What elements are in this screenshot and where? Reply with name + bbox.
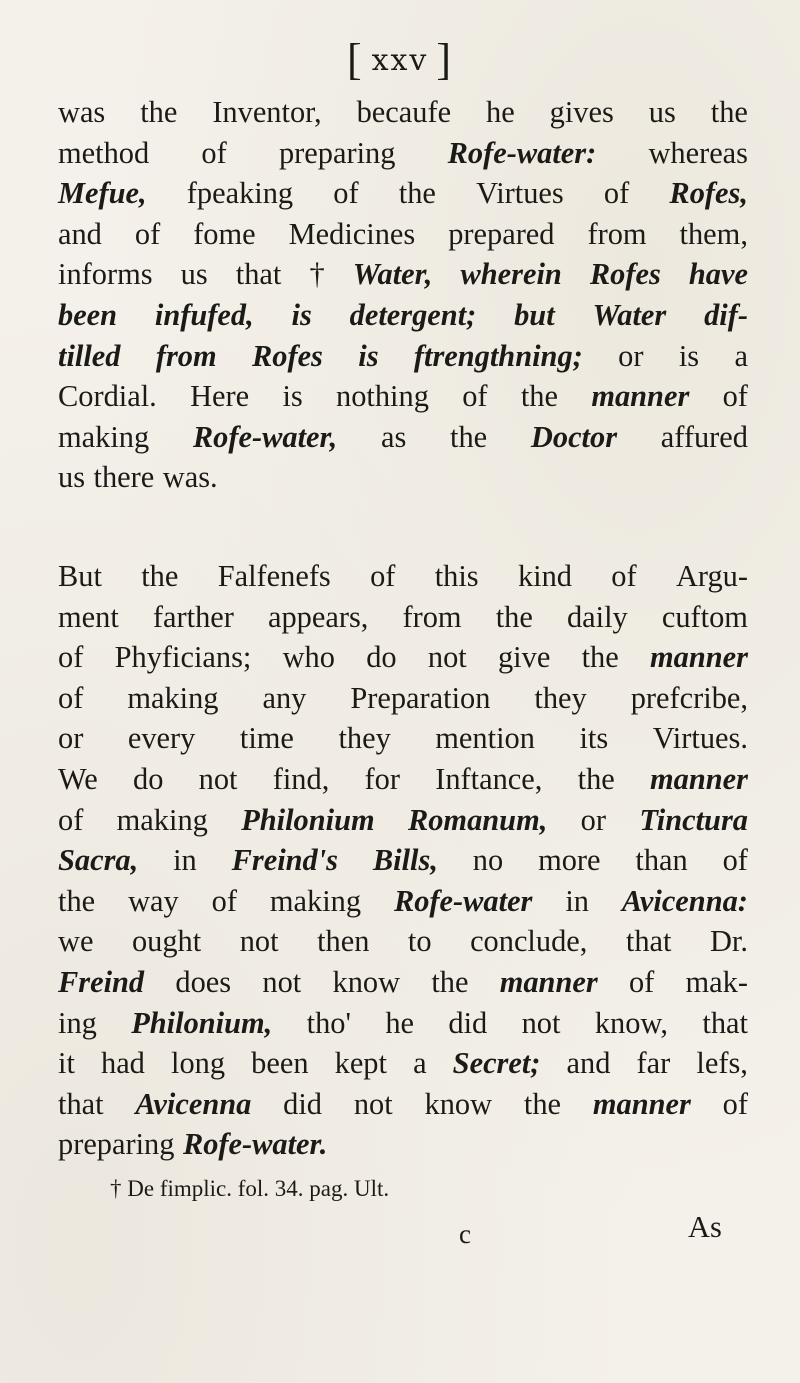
word: Rofe-water [393, 883, 533, 918]
text-line [58, 457, 748, 498]
word: been [58, 297, 118, 332]
word: time [239, 721, 294, 756]
word: mention [435, 721, 535, 756]
word: the [431, 964, 469, 999]
word: then [317, 924, 370, 959]
word: the [140, 95, 178, 129]
word: preparing [278, 135, 396, 170]
word: manner [592, 1086, 691, 1121]
word: there [93, 460, 155, 495]
word: he [486, 95, 515, 129]
word: us [648, 95, 676, 129]
word: of [58, 680, 84, 715]
word: Preparation [350, 680, 491, 715]
word: long [171, 1046, 226, 1081]
word: Philonium, [131, 1005, 273, 1040]
word: fpeaking [186, 176, 294, 211]
word: than [635, 843, 688, 878]
word: of [603, 176, 630, 211]
text-line [58, 556, 748, 597]
word: the [495, 599, 533, 634]
word: Avicenna [135, 1086, 252, 1121]
word: Rofe-water. [182, 1127, 328, 1162]
word: kind [517, 559, 572, 593]
word: of [722, 843, 748, 878]
word: of [134, 216, 161, 251]
word: cuftom [661, 599, 748, 634]
word: it [58, 1046, 75, 1081]
word: Phyficians; [114, 640, 252, 675]
page-header [0, 34, 800, 85]
text-line [58, 597, 748, 638]
word: a [734, 338, 748, 373]
word: Bills, [372, 843, 438, 878]
word: gives [549, 95, 614, 129]
word: was [58, 95, 106, 129]
text-line [58, 376, 748, 417]
word: affured [660, 419, 748, 454]
word: method [58, 135, 150, 170]
word: ment [58, 599, 119, 634]
text-line [58, 214, 748, 255]
word: we [58, 924, 94, 959]
text-line [58, 336, 748, 377]
word: or [580, 802, 606, 837]
word: wherein [460, 257, 562, 292]
word: the [450, 419, 488, 454]
word: the [520, 379, 558, 414]
word: Inventor, [212, 95, 322, 129]
text-line [58, 173, 748, 214]
word: lefs, [696, 1046, 748, 1081]
word: of [333, 176, 359, 211]
word: not [427, 640, 467, 675]
word: any [262, 680, 307, 715]
text-line [58, 800, 748, 841]
word: no [472, 843, 504, 878]
word: of [611, 559, 637, 593]
word: from [402, 599, 462, 634]
word: But [58, 559, 102, 593]
word: fome [193, 216, 256, 251]
text-line [58, 1003, 748, 1044]
word: making [116, 802, 208, 837]
text-line [58, 840, 748, 881]
word: of [201, 135, 227, 170]
word: from [155, 338, 217, 373]
word: Freind's [231, 843, 339, 878]
word: us [58, 460, 86, 495]
text-line [58, 881, 748, 922]
word: Dr. [709, 924, 748, 959]
word: that [625, 924, 672, 959]
word: Mefue, [58, 176, 147, 211]
word: Rofes, [669, 176, 748, 211]
word: of [722, 1086, 748, 1121]
text-line [58, 637, 748, 678]
word: ftrengthning; [413, 338, 583, 373]
word: way [128, 883, 179, 918]
word: whereas [648, 135, 748, 170]
word: making [127, 680, 219, 715]
word: more [538, 843, 601, 878]
word: as [380, 419, 407, 454]
word: conclude, [470, 924, 588, 959]
word: find, [272, 761, 330, 796]
word: or [618, 338, 644, 373]
word: or [58, 721, 84, 756]
word: of [211, 883, 237, 918]
word: them, [679, 216, 748, 251]
text-line [58, 1084, 748, 1125]
word: farther [152, 599, 234, 634]
word: not [239, 924, 279, 959]
word: in [173, 843, 197, 878]
word: that [235, 257, 282, 292]
word: know, [594, 1005, 668, 1040]
text-line [58, 759, 748, 800]
word: and [566, 1046, 611, 1081]
word: manner [499, 964, 598, 999]
word: of [58, 802, 84, 837]
word: prefcribe, [630, 680, 748, 715]
word: becaufe [356, 95, 452, 129]
word: the [141, 559, 179, 593]
text-line [58, 295, 748, 336]
word: of [58, 640, 84, 675]
word: far [636, 1046, 671, 1081]
word: prepared [448, 216, 555, 251]
word: this [434, 559, 479, 593]
word: tilled [58, 338, 121, 373]
word: for [364, 761, 400, 796]
word: is [358, 338, 379, 373]
word: a [413, 1046, 427, 1081]
word: of [628, 964, 655, 999]
word: that [702, 1005, 748, 1040]
word: the [577, 761, 615, 796]
word: Inftance, [435, 761, 543, 796]
word: Rofes [589, 257, 661, 292]
word: ought [131, 924, 202, 959]
word: had [101, 1046, 145, 1081]
word: Romanum, [407, 802, 548, 837]
word: know [424, 1086, 493, 1121]
word: making [269, 883, 362, 918]
word: he [385, 1005, 415, 1040]
word: manner [591, 379, 690, 414]
word: been [251, 1046, 309, 1081]
word: of [462, 379, 488, 414]
word: is [291, 297, 312, 332]
word: Water, [352, 257, 433, 292]
word: the [523, 1086, 562, 1121]
word: not [262, 964, 302, 999]
word: Virtues [476, 176, 564, 211]
word: Water [592, 297, 667, 332]
word: infufed, [154, 297, 254, 332]
word: the [398, 176, 436, 211]
word: nothing [336, 379, 429, 414]
word: do [366, 640, 397, 675]
word: mak- [685, 964, 748, 999]
word: ing [58, 1005, 97, 1040]
word: the [710, 95, 748, 129]
word: Rofe-water: [447, 135, 597, 170]
word: Falfenefs [217, 559, 331, 593]
word: us [180, 257, 208, 292]
word: † [309, 257, 325, 292]
word: dif- [704, 297, 748, 332]
text-line [58, 133, 748, 174]
word: is [282, 379, 303, 414]
word: Doctor [530, 419, 618, 454]
text-line [58, 254, 748, 295]
word: not [198, 761, 238, 796]
word: manner [649, 640, 748, 675]
word: not [353, 1086, 393, 1121]
word: from [587, 216, 647, 251]
word: do [133, 761, 164, 796]
word: is [678, 338, 700, 373]
text-line [58, 678, 748, 719]
word: making [58, 419, 150, 454]
word: Sacra, [58, 843, 139, 878]
word: detergent; [349, 297, 477, 332]
word: the [58, 883, 96, 918]
word: Tinctura [639, 802, 748, 837]
footnote: † De fimplic. fol. 34. pag. Ult. [110, 1176, 390, 1201]
paragraph-2 [58, 556, 748, 1165]
word: kept [334, 1046, 387, 1081]
word: Medicines [288, 216, 416, 251]
text-line [58, 718, 748, 759]
word: Rofes [251, 338, 323, 373]
word: give [497, 640, 551, 675]
page-number: xxv [371, 43, 429, 78]
word: was. [162, 460, 218, 495]
text-line [58, 92, 748, 133]
word: to [407, 924, 432, 959]
word: its [579, 721, 609, 756]
word: We [58, 761, 98, 796]
word: Freind [58, 964, 145, 999]
word: informs [58, 257, 153, 292]
word: did [283, 1086, 323, 1121]
word: in [565, 883, 589, 918]
word: know [332, 964, 401, 999]
catchword: As [688, 1210, 722, 1244]
word: does [175, 964, 232, 999]
word: daily [566, 599, 628, 634]
word: Here [190, 379, 250, 414]
word: manner [650, 761, 748, 796]
word: Philonium [241, 802, 375, 837]
word: Argu- [675, 559, 748, 593]
word: of [370, 559, 396, 593]
word: that [58, 1086, 104, 1121]
word: tho' [306, 1005, 351, 1040]
word: not [521, 1005, 561, 1040]
word: appears, [267, 599, 369, 634]
word: the [581, 640, 619, 675]
word: who [282, 640, 335, 675]
text-line [58, 962, 748, 1003]
word: of [722, 379, 748, 414]
word: but [514, 297, 555, 332]
text-line [58, 921, 748, 962]
signature-mark: c [459, 1219, 471, 1249]
word: every [127, 721, 196, 756]
word: Cordial. [58, 379, 157, 414]
word: did [448, 1005, 488, 1040]
header-close-bracket: ] [436, 35, 454, 84]
word: Virtues. [652, 721, 748, 756]
word: Avicenna: [621, 883, 748, 918]
word: preparing [58, 1127, 175, 1162]
word: and [58, 216, 102, 251]
word: they [338, 721, 391, 756]
word: they [534, 680, 587, 715]
word: Rofe-water, [192, 419, 338, 454]
text-line [58, 417, 748, 458]
text-line [58, 1043, 748, 1084]
word: Secret; [452, 1046, 541, 1081]
header-open-bracket: [ [346, 35, 364, 84]
text-line [58, 1124, 748, 1165]
word: have [688, 257, 748, 292]
paragraph-1 [58, 92, 748, 498]
